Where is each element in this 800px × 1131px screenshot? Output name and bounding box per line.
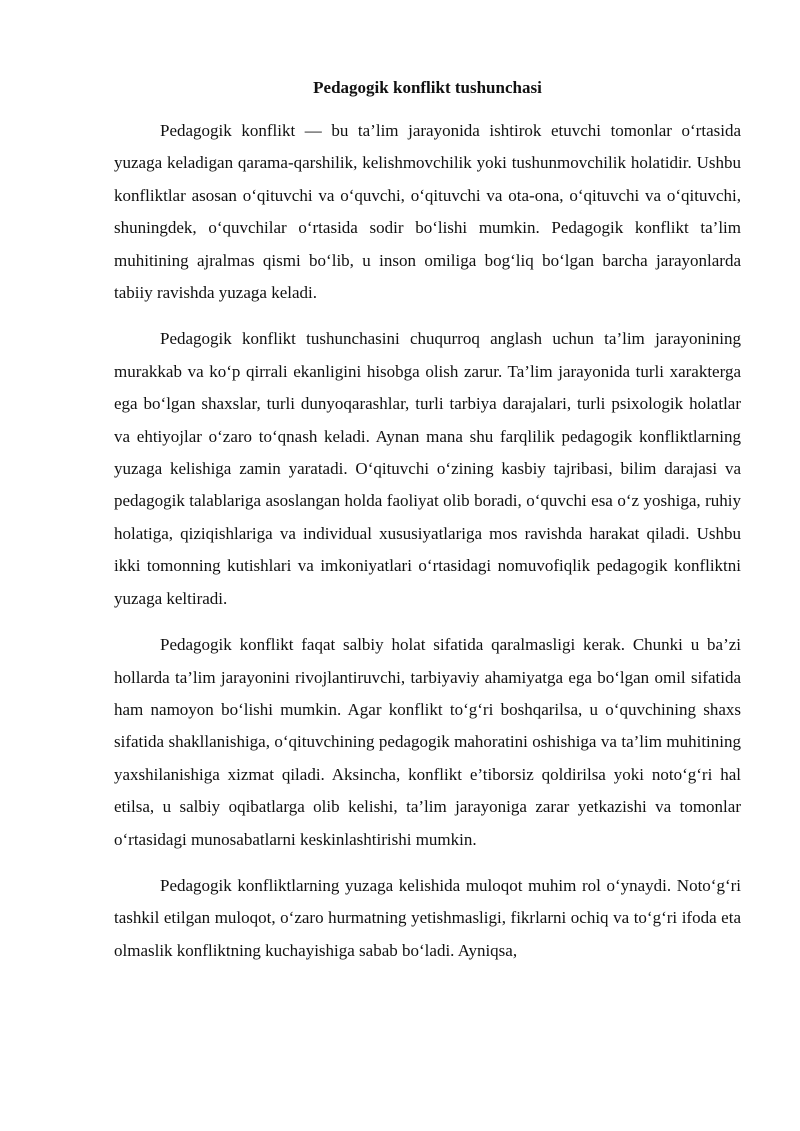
paragraph-1: Pedagogik konflikt — bu ta’lim jarayonida ishtirok etuvchi tomonlar o‘rtasida yuzaga keladigan qarama-qarshilik, kelishmovchilik yoki tushunmovchilik holatidir. Ushbu konfliktlar asosan o‘qituvchi va o‘quvchi, o‘qituvchi va ota-ona, o‘qituvchi va o‘qituvchi, shuningdek, o‘quvchilar o‘rtasida sodir bo‘lishi mumkin. Pedagogik konflikt ta’lim muhitining ajralmas qismi bo‘lib, u inson omiliga bog‘liq bo‘lgan barcha jarayonlarda tabiiy ravishda yuzaga keladi.: [114, 121, 741, 303]
paragraph-4: Pedagogik konfliktlarning yuzaga kelishida muloqot muhim rol o‘ynaydi. Noto‘g‘ri tashkil etilgan muloqot, o‘zaro hurmatning yetishmasligi, fikrlarni ochiq va to‘g‘ri ifoda eta olmaslik konfliktning kuchayishiga sabab bo‘ladi. Ayniqsa,: [114, 875, 741, 960]
document-title: Pedagogik konflikt tushunchasi: [313, 78, 542, 97]
document-page: [114, 76, 741, 981]
paragraph-3: Pedagogik konflikt faqat salbiy holat sifatida qaralmasligi kerak. Chunki u ba’zi hollarda ta’lim jarayonini rivojlantiruvchi, tarbiyaviy ahamiyatga ega bo‘lgan omil sifatida ham namoyon bo‘lishi mumkin. Agar konflikt to‘g‘ri boshqarilsa, u o‘quvchining shaxs sifatida shakllanishiga, o‘qituvchining pedagogik mahoratini oshishiga va ta’lim muhitining yaxshilanishiga xizmat qiladi. Aksincha, konflikt e’tiborsiz qoldirilsa yoki noto‘g‘ri hal etilsa, u salbiy oqibatlarga olib kelishi, ta’lim jarayoniga zarar yetkazishi va tomonlar o‘rtasidagi munosabatlarni keskinlashtirishi mumkin.: [114, 635, 741, 849]
paragraph-2: Pedagogik konflikt tushunchasini chuqurroq anglash uchun ta’lim jarayonining murakkab va ko‘p qirrali ekanligini hisobga olish zarur. Ta’lim jarayonida turli xarakterga ega bo‘lgan shaxslar, turli dunyoqarashlar, turli tarbiya darajalari, turli psixologik holatlar va ehtiyojlar o‘zaro to‘qnash keladi. Aynan mana shu farqlilik pedagogik konfliktlarning yuzaga kelishiga zamin yaratadi. O‘qituvchi o‘zining kasbiy tajribasi, bilim darajasi va pedagogik talablariga asoslangan holda faoliyat olib boradi, o‘quvchi esa o‘z yoshiga, ruhiy holatiga, qiziqishlariga va individual xususiyatlariga mos ravishda harakat qiladi. Ushbu ikki tomonning kutishlari va imkoniyatlari o‘rtasidagi nomuvofiqlik pedagogik konfliktni yuzaga keltiradi.: [114, 329, 741, 608]
